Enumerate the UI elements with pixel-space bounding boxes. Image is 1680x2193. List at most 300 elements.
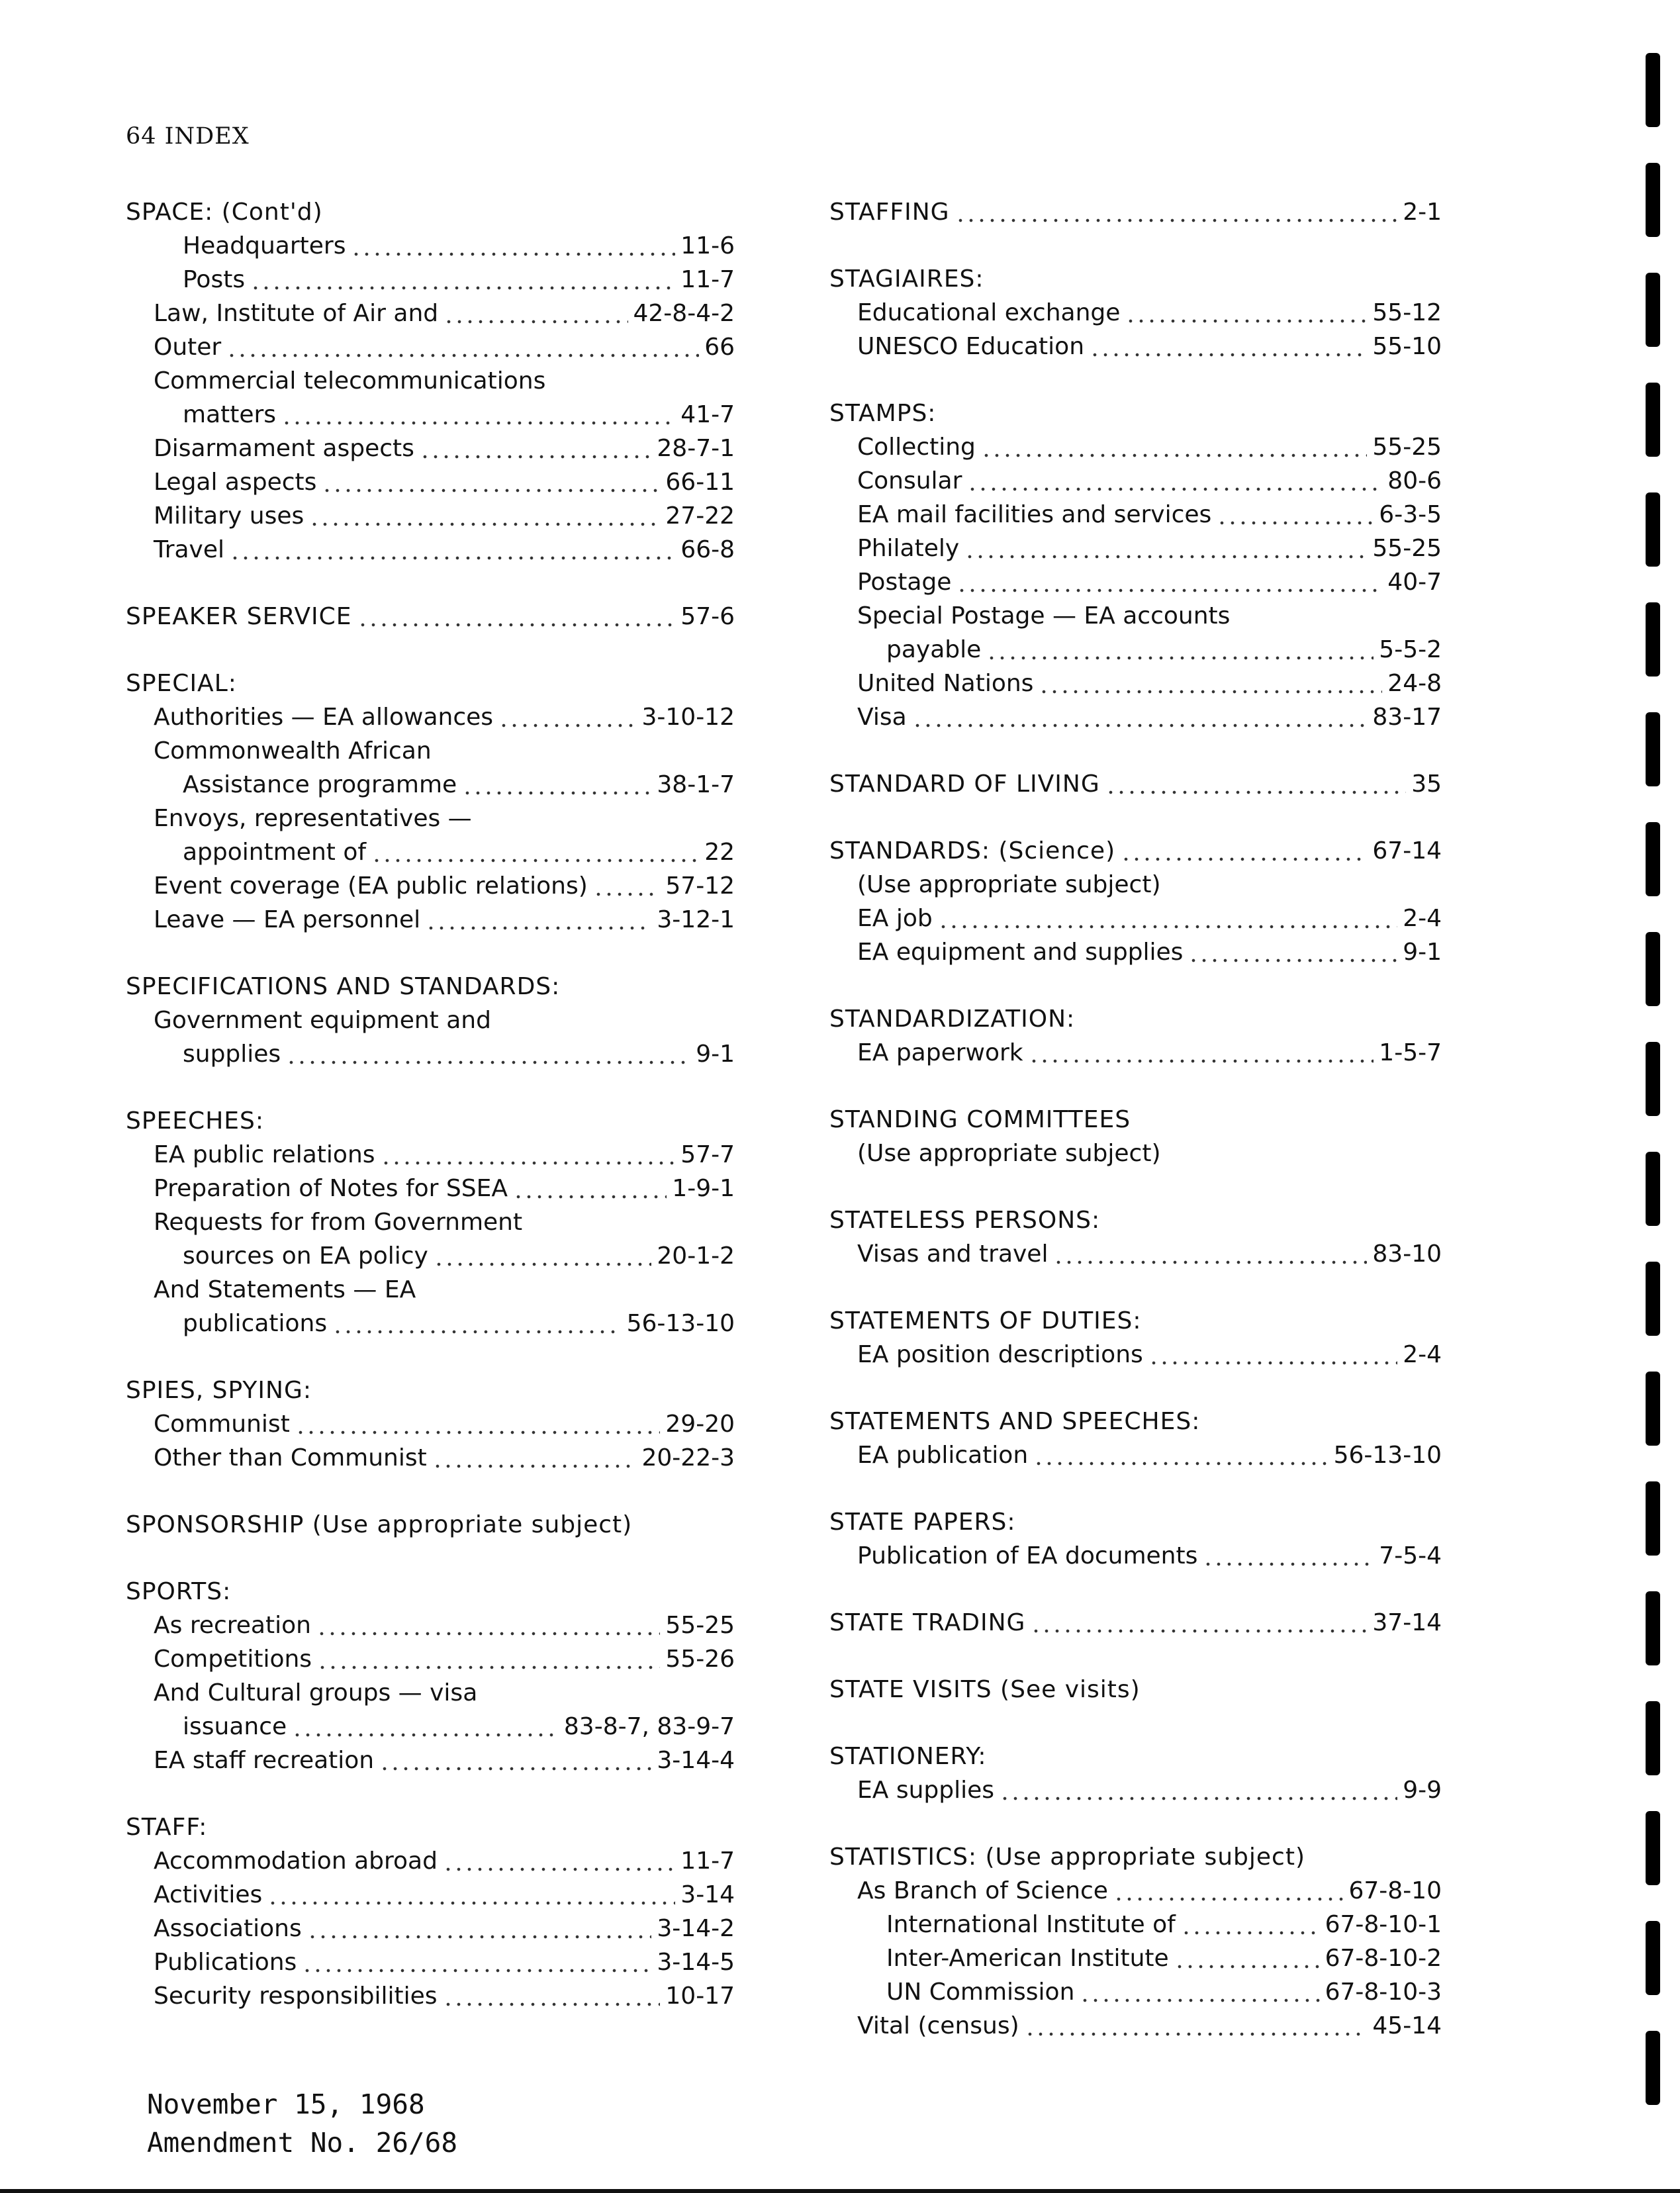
index-ref: 3-12-1 <box>657 906 735 933</box>
index-ref: 28-7-1 <box>657 435 735 462</box>
index-subentry-label: Philately <box>857 535 960 562</box>
index-subentry-label: Publication of EA documents <box>857 1542 1198 1569</box>
index-subentry <box>829 602 1442 636</box>
dot-leader <box>1033 1460 1328 1468</box>
index-subentry-label: United Nations <box>857 670 1034 697</box>
index-ref: 35 <box>1411 770 1442 798</box>
index-ref: 57-12 <box>665 872 735 900</box>
index-subentry-label: EA paperwork <box>857 1039 1023 1066</box>
dot-leader <box>1000 1795 1397 1802</box>
index-entry-spies-spying <box>126 1377 735 1478</box>
index-ref: 42-8-4-2 <box>633 300 735 327</box>
index-subentry-label: Event coverage (EA public relations) <box>154 872 588 900</box>
index-subentry <box>126 1175 735 1209</box>
index-column-right <box>829 199 1442 2079</box>
index-subentry-label: EA job <box>857 905 933 932</box>
index-subentry <box>829 636 1442 670</box>
index-subentry <box>126 266 735 300</box>
dot-leader <box>593 890 661 898</box>
binding-hole <box>1646 1372 1660 1446</box>
binding-hole <box>1646 273 1660 347</box>
dot-leader <box>307 1933 652 1941</box>
index-subentry-label: Posts <box>183 266 246 293</box>
index-subentry-label: EA publication <box>857 1442 1029 1469</box>
index-ref: 55-26 <box>665 1646 735 1673</box>
index-column-left <box>126 199 735 2049</box>
index-entry-state-papers <box>829 1509 1442 1576</box>
index-ref: 9-1 <box>696 1041 735 1068</box>
dot-leader <box>1188 957 1397 964</box>
page-header: 64 INDEX <box>126 123 250 150</box>
dot-leader <box>1203 1560 1374 1568</box>
index-entry-staffing <box>829 199 1442 232</box>
index-subentry <box>126 1310 735 1344</box>
index-subentry <box>126 1007 735 1041</box>
index-heading-row <box>126 1377 735 1411</box>
index-ref: 67-14 <box>1372 837 1442 864</box>
index-subentry <box>126 839 735 872</box>
dot-leader <box>357 621 676 629</box>
index-ref: 83-10 <box>1372 1240 1442 1268</box>
index-heading: STATIONERY: <box>829 1743 987 1770</box>
index-ref: 55-10 <box>1372 333 1442 360</box>
index-ref: 9-1 <box>1403 939 1442 966</box>
index-heading-row <box>126 1511 735 1545</box>
index-subentry-label: Accommodation abroad <box>154 1847 438 1875</box>
dot-leader <box>351 250 675 258</box>
index-subentry-label: UN Commission <box>886 1979 1075 2006</box>
dot-leader <box>1113 1895 1344 1903</box>
index-heading-row <box>126 973 735 1007</box>
page-bottom-edge <box>0 2189 1680 2193</box>
index-subentry <box>126 334 735 367</box>
index-subentry <box>126 367 735 401</box>
index-ref: 41-7 <box>680 401 735 428</box>
index-subentry <box>829 535 1442 569</box>
dot-leader <box>443 1865 675 1873</box>
dot-leader <box>462 789 651 797</box>
index-subentry-label: Educational exchange <box>857 299 1121 326</box>
index-heading: STATE VISITS (See visits) <box>829 1676 1141 1703</box>
binding-hole <box>1646 1481 1660 1556</box>
index-ref: 66 <box>704 334 735 361</box>
dot-leader <box>316 1630 660 1638</box>
index-subentry-label: And Cultural groups — visa <box>154 1679 478 1706</box>
index-ref: 7-5-4 <box>1379 1542 1442 1569</box>
binding-hole <box>1646 1262 1660 1336</box>
index-subentry-label: Headquarters <box>183 232 346 259</box>
index-entry-sports <box>126 1578 735 1781</box>
binding-hole <box>1646 1042 1660 1116</box>
dot-leader <box>292 1731 559 1739</box>
index-subentry-label: Associations <box>154 1915 302 1942</box>
index-ref: 11-6 <box>680 232 735 259</box>
index-subentry-label: UNESCO Education <box>857 333 1085 360</box>
index-entry-standardization <box>829 1005 1442 1073</box>
index-subentry-label: Requests for from Government <box>154 1209 523 1236</box>
index-subentry <box>126 435 735 469</box>
index-ref: 38-1-7 <box>657 771 735 798</box>
index-heading-row <box>126 603 735 637</box>
index-ref: 55-25 <box>1372 434 1442 461</box>
dot-leader <box>267 1899 675 1907</box>
index-heading: STANDARDS: (Science) <box>829 837 1116 864</box>
index-entry-special <box>126 670 735 940</box>
dot-leader <box>281 419 675 427</box>
index-ref: 40-7 <box>1387 569 1442 596</box>
dot-leader <box>513 1193 667 1201</box>
binding-hole <box>1646 1921 1660 1995</box>
dot-leader <box>964 553 1367 561</box>
index-subentry <box>126 1747 735 1781</box>
index-subentry-label: Other than Communist <box>154 1444 427 1471</box>
index-subentry-label: As Branch of Science <box>857 1877 1108 1904</box>
index-ref: 11-7 <box>680 266 735 293</box>
index-subentry <box>829 1945 1442 1979</box>
dot-leader <box>1029 1057 1374 1065</box>
index-subentry <box>126 232 735 266</box>
index-heading-row <box>829 837 1442 871</box>
index-ref: 2-1 <box>1403 199 1442 226</box>
index-entry-stamps <box>829 400 1442 737</box>
index-subentry-label: Legal aspects <box>154 469 317 496</box>
index-entry-space-cont-d <box>126 199 735 570</box>
index-ref: 3-14 <box>680 1881 735 1908</box>
dot-leader <box>230 554 675 562</box>
index-subentry-label: Visas and travel <box>857 1240 1049 1268</box>
index-ref: 1-9-1 <box>672 1175 735 1202</box>
index-subentry-label: Authorities — EA allowances <box>154 704 494 731</box>
index-subentry <box>829 299 1442 333</box>
index-subentry <box>829 1777 1442 1810</box>
dot-leader <box>938 923 1397 931</box>
index-subentry <box>829 905 1442 939</box>
index-ref: 37-14 <box>1372 1609 1442 1636</box>
index-subentry-label: Commonwealth African <box>154 737 432 765</box>
index-subentry <box>829 1877 1442 1911</box>
index-ref: 3-14-5 <box>657 1949 735 1976</box>
dot-leader <box>1148 1359 1397 1367</box>
index-heading: STAFF: <box>126 1814 208 1841</box>
index-subentry <box>829 1341 1442 1375</box>
index-ref: 10-17 <box>665 1983 735 2010</box>
page-footer <box>147 2085 457 2162</box>
index-subentry <box>126 1411 735 1444</box>
dot-leader <box>955 216 1398 224</box>
index-subentry-label: Law, Institute of Air and <box>154 300 439 327</box>
index-subentry-label: issuance <box>183 1713 287 1740</box>
index-ref: 67-8-10-2 <box>1325 1945 1442 1972</box>
index-ref: 5-5-2 <box>1379 636 1442 663</box>
index-subentry <box>126 906 735 940</box>
index-subentry <box>829 569 1442 602</box>
dot-leader <box>986 654 1374 662</box>
index-ref: 29-20 <box>665 1411 735 1438</box>
index-subentry <box>126 1209 735 1242</box>
index-entry-stationery <box>829 1743 1442 1810</box>
index-ref: 57-7 <box>680 1141 735 1168</box>
index-ref: 20-1-2 <box>657 1242 735 1270</box>
dot-leader <box>420 453 651 461</box>
dot-leader <box>434 1260 652 1268</box>
index-ref: 11-7 <box>680 1847 735 1875</box>
index-heading-row <box>829 265 1442 299</box>
index-heading-row <box>829 1307 1442 1341</box>
index-subentry <box>829 1911 1442 1945</box>
index-heading: STAMPS: <box>829 400 937 427</box>
index-heading-row <box>126 1814 735 1847</box>
index-subentry <box>126 1276 735 1310</box>
index-heading: STATEMENTS OF DUTIES: <box>829 1307 1142 1334</box>
index-heading: STANDARDIZATION: <box>829 1005 1076 1033</box>
dot-leader <box>1125 317 1367 325</box>
index-heading: STATE TRADING <box>829 1609 1026 1636</box>
index-heading-row <box>829 1106 1442 1140</box>
dot-leader <box>1174 1963 1320 1971</box>
index-heading-row <box>829 1676 1442 1710</box>
index-heading-row <box>829 770 1442 804</box>
index-heading-row <box>829 1005 1442 1039</box>
index-heading-row <box>126 670 735 704</box>
index-heading-row <box>829 400 1442 434</box>
index-subentry-label: International Institute of <box>886 1911 1176 1938</box>
binding-hole <box>1646 822 1660 896</box>
dot-leader <box>432 1462 637 1470</box>
index-subentry-label: Leave — EA personnel <box>154 906 421 933</box>
index-subentry-label: Preparation of Notes for SSEA <box>154 1175 508 1202</box>
index-ref: 24-8 <box>1387 670 1442 697</box>
index-subentry <box>126 1949 735 1983</box>
index-entry-state-trading <box>829 1609 1442 1643</box>
dot-leader <box>912 722 1368 729</box>
index-subentry-label: Postage <box>857 569 952 596</box>
dot-leader <box>1217 519 1374 527</box>
index-subentry <box>126 805 735 839</box>
index-subentry <box>829 1039 1442 1073</box>
index-subentry-label: As recreation <box>154 1612 311 1639</box>
index-subentry-label: appointment of <box>183 839 367 866</box>
index-subentry-label: Military uses <box>154 502 304 530</box>
dot-leader <box>957 586 1382 594</box>
index-subentry-label: EA mail facilities and services <box>857 501 1212 528</box>
index-subentry <box>126 771 735 805</box>
dot-leader <box>1039 688 1382 696</box>
index-ref: 83-8-7, 83-9-7 <box>563 1713 735 1740</box>
index-heading: STATISTICS: (Use appropriate subject) <box>829 1843 1305 1871</box>
index-heading-row <box>126 1578 735 1612</box>
index-heading: STANDING COMMITTEES <box>829 1106 1131 1133</box>
index-ref: 9-9 <box>1403 1777 1442 1804</box>
dot-leader <box>443 318 628 326</box>
index-heading-row <box>829 1843 1442 1877</box>
index-subentry-label: EA equipment and supplies <box>857 939 1184 966</box>
binding-hole <box>1646 53 1660 127</box>
index-subentry <box>126 1881 735 1915</box>
index-entry-stateless-persons <box>829 1207 1442 1274</box>
index-subentry-label: supplies <box>183 1041 281 1068</box>
index-heading: STAGIAIRES: <box>829 265 984 293</box>
index-subentry <box>126 1646 735 1679</box>
index-entry-standard-of-living <box>829 770 1442 804</box>
dot-leader <box>1080 1996 1319 2004</box>
index-subentry-label: (Use appropriate subject) <box>857 871 1161 898</box>
index-heading: STANDARD OF LIVING <box>829 770 1100 798</box>
index-ref: 67-8-10-1 <box>1325 1911 1442 1938</box>
index-subentry <box>829 333 1442 367</box>
index-subentry-label: Disarmament aspects <box>154 435 414 462</box>
index-entry-standing-committees <box>829 1106 1442 1174</box>
index-subentry-label: Visa <box>857 704 907 731</box>
index-subentry-label: Collecting <box>857 434 976 461</box>
binding-hole <box>1646 1591 1660 1665</box>
index-subentry-label: (Use appropriate subject) <box>857 1140 1161 1167</box>
index-subentry <box>829 434 1442 467</box>
index-ref: 67-8-10 <box>1348 1877 1442 1904</box>
index-subentry <box>126 536 735 570</box>
index-ref: 6-3-5 <box>1379 501 1442 528</box>
index-subentry <box>126 502 735 536</box>
index-ref: 55-25 <box>665 1612 735 1639</box>
dot-leader <box>379 1765 651 1773</box>
index-heading-row <box>829 1207 1442 1240</box>
index-subentry <box>829 1442 1442 1475</box>
dot-leader <box>981 451 1367 459</box>
dot-leader <box>317 1663 660 1671</box>
index-subentry-label: Outer <box>154 334 222 361</box>
index-subentry <box>829 704 1442 737</box>
index-ref: 22 <box>704 839 735 866</box>
index-heading: SPECIAL: <box>126 670 237 697</box>
index-entry-speeches <box>126 1107 735 1344</box>
dot-leader <box>1025 2030 1368 2038</box>
dot-leader <box>381 1159 676 1167</box>
dot-leader <box>309 520 660 528</box>
index-subentry <box>126 704 735 737</box>
binding-hole <box>1646 492 1660 567</box>
index-entry-statistics-use-appropriate-subject <box>829 1843 1442 2046</box>
binding-hole <box>1646 712 1660 786</box>
index-heading-row <box>829 1509 1442 1542</box>
index-heading-row <box>829 1609 1442 1643</box>
index-ref: 66-11 <box>665 469 735 496</box>
dot-leader <box>286 1058 690 1066</box>
index-subentry-label: Publications <box>154 1949 297 1976</box>
binding-hole <box>1646 383 1660 457</box>
index-heading: SPEAKER SERVICE <box>126 603 352 630</box>
dot-leader <box>443 2000 661 2008</box>
index-entry-state-visits-see-visits <box>829 1676 1442 1710</box>
dot-leader <box>332 1328 622 1336</box>
footer-date: November 15, 1968 <box>147 2088 425 2120</box>
index-ref: 56-13-10 <box>1333 1442 1442 1469</box>
index-ref: 80-6 <box>1387 467 1442 494</box>
index-subentry-label: matters <box>183 401 277 428</box>
index-ref: 2-4 <box>1403 905 1442 932</box>
dot-leader <box>498 722 636 729</box>
dot-leader <box>1031 1627 1367 1635</box>
index-ref: 45-14 <box>1372 2012 1442 2039</box>
dot-leader <box>250 284 675 292</box>
index-ref: 55-25 <box>1372 535 1442 562</box>
index-subentry <box>829 501 1442 535</box>
index-ref: 1-5-7 <box>1379 1039 1442 1066</box>
index-subentry-label: EA position descriptions <box>857 1341 1143 1368</box>
index-subentry <box>126 737 735 771</box>
binding-hole <box>1646 2031 1660 2105</box>
index-entry-specifications-and-standards <box>126 973 735 1074</box>
binding-hole <box>1646 1701 1660 1775</box>
index-subentry <box>126 1713 735 1747</box>
index-heading-row <box>829 199 1442 232</box>
dot-leader <box>371 857 699 864</box>
index-subentry-label: Activities <box>154 1881 263 1908</box>
binding-hole <box>1646 602 1660 677</box>
index-heading: SPIES, SPYING: <box>126 1377 312 1404</box>
index-subentry <box>126 1141 735 1175</box>
dot-leader <box>322 487 660 494</box>
index-heading: STATEMENTS AND SPEECHES: <box>829 1408 1201 1435</box>
index-entry-staff <box>126 1814 735 2016</box>
index-subentry <box>126 401 735 435</box>
index-subentry <box>829 1140 1442 1174</box>
index-subentry-label: publications <box>183 1310 328 1337</box>
index-heading-row <box>829 1408 1442 1442</box>
index-heading: STATELESS PERSONS: <box>829 1207 1101 1234</box>
dot-leader <box>967 485 1382 493</box>
index-subentry-label: Special Postage — EA accounts <box>857 602 1231 630</box>
index-subentry-label: Communist <box>154 1411 290 1438</box>
index-entry-statements-and-speeches <box>829 1408 1442 1475</box>
index-ref: 66-8 <box>680 536 735 563</box>
index-ref: 20-22-3 <box>641 1444 735 1471</box>
dot-leader <box>1121 855 1367 863</box>
index-subentry-label: Security responsibilities <box>154 1983 438 2010</box>
index-heading: SPEECHES: <box>126 1107 264 1135</box>
index-subentry <box>126 1041 735 1074</box>
index-subentry-label: Envoys, representatives — <box>154 805 472 832</box>
footer-amendment: Amendment No. 26/68 <box>147 2127 457 2159</box>
index-subentry-label: EA public relations <box>154 1141 375 1168</box>
index-subentry <box>126 1444 735 1478</box>
index-heading-row <box>126 1107 735 1141</box>
index-heading: SPECIFICATIONS AND STANDARDS: <box>126 973 561 1000</box>
index-subentry-label: And Statements — EA <box>154 1276 416 1303</box>
index-subentry <box>829 2012 1442 2046</box>
index-subentry <box>829 1542 1442 1576</box>
dot-leader <box>226 351 699 359</box>
index-subentry <box>829 467 1442 501</box>
index-subentry <box>126 300 735 334</box>
index-ref: 67-8-10-3 <box>1325 1979 1442 2006</box>
index-subentry <box>126 1983 735 2016</box>
index-ref: 83-17 <box>1372 704 1442 731</box>
binding-hole <box>1646 1152 1660 1226</box>
index-subentry-label: Inter-American Institute <box>886 1945 1169 1972</box>
dot-leader <box>302 1967 651 1975</box>
binding-hole <box>1646 1811 1660 1885</box>
index-subentry <box>829 939 1442 972</box>
index-entry-stagiaires <box>829 265 1442 367</box>
index-subentry-label: EA staff recreation <box>154 1747 375 1774</box>
dot-leader <box>295 1428 661 1436</box>
index-heading: SPACE: (Cont'd) <box>126 199 323 226</box>
index-ref: 3-10-12 <box>641 704 735 731</box>
index-subentry-label: Vital (census) <box>857 2012 1019 2039</box>
index-entry-sponsorship-use-appropriate-subject <box>126 1511 735 1545</box>
index-ref: 27-22 <box>665 502 735 530</box>
index-subentry <box>829 1979 1442 2012</box>
index-entry-statements-of-duties <box>829 1307 1442 1375</box>
